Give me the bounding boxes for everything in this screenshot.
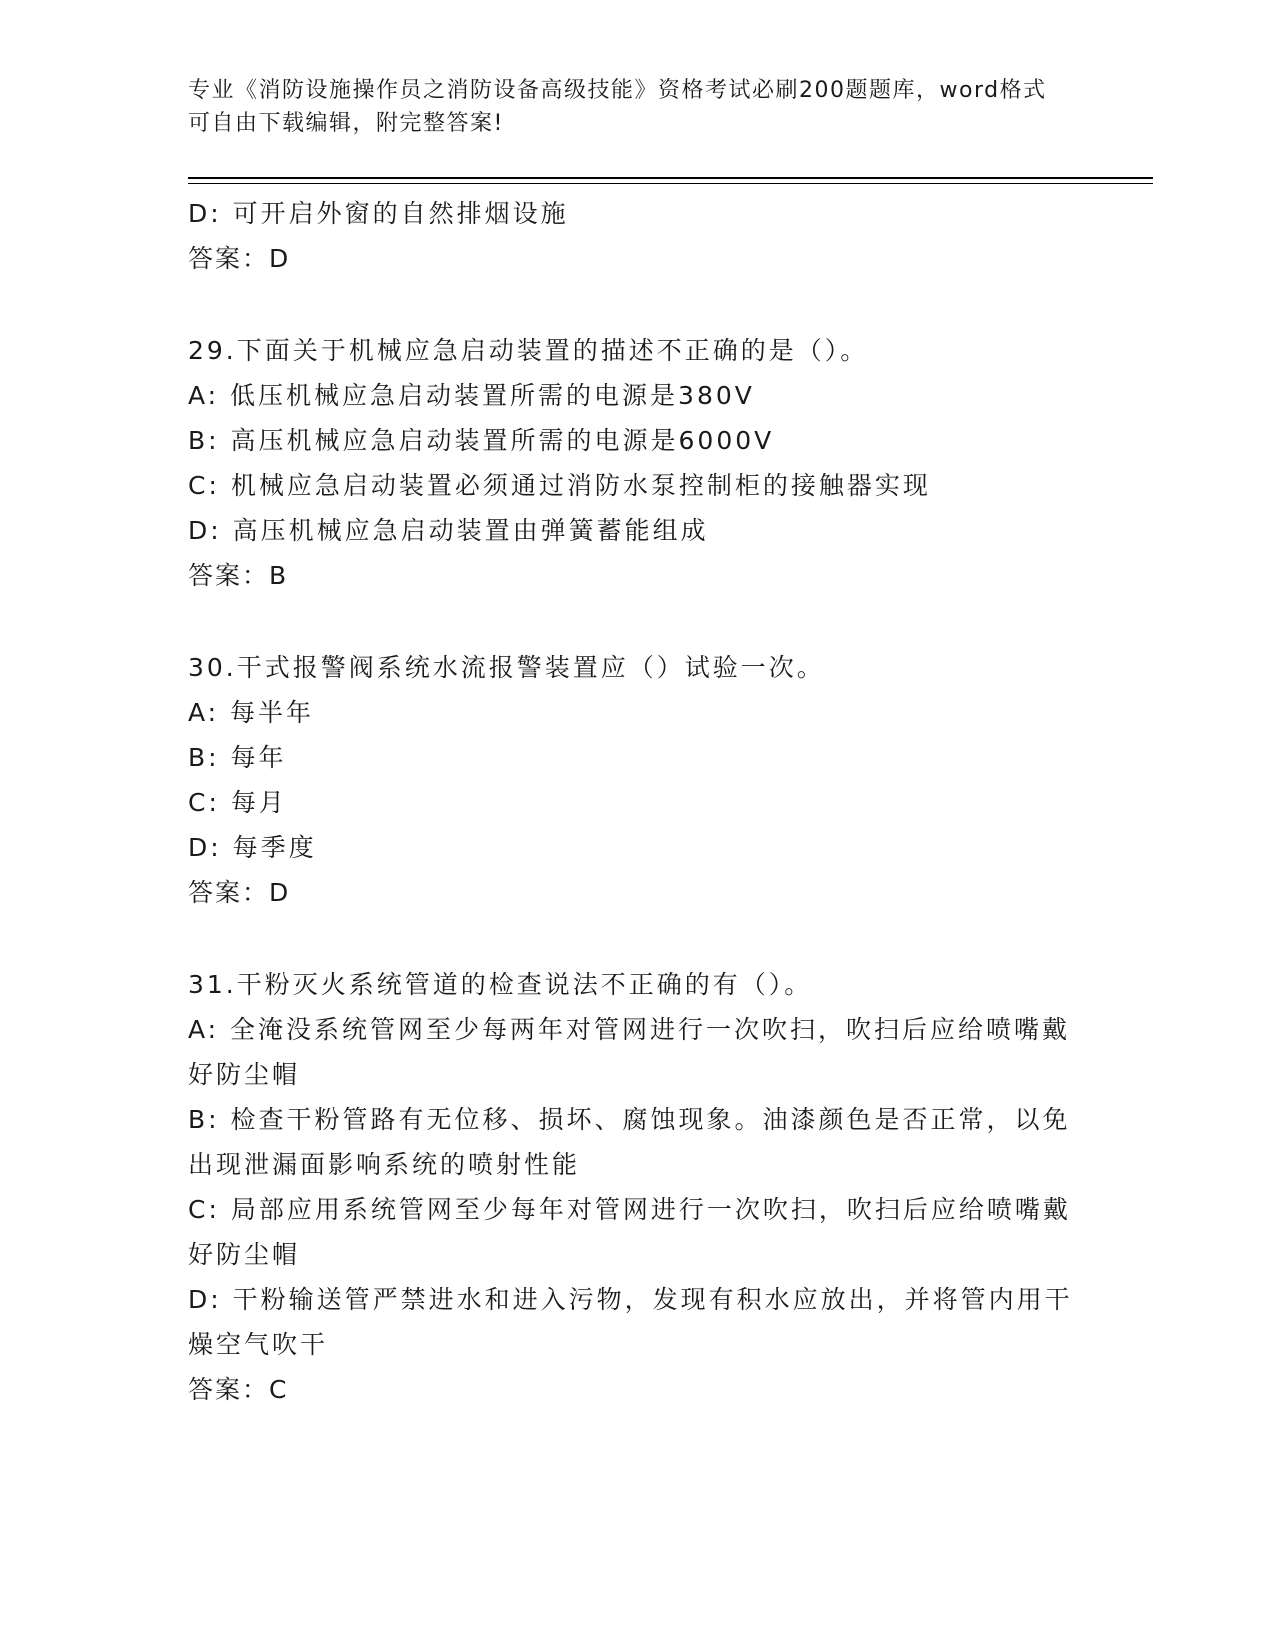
- option-a: A: 低压机械应急启动装置所需的电源是380V: [188, 381, 755, 410]
- header-divider-thin: [188, 183, 1153, 184]
- spacer: [188, 281, 1088, 328]
- answer-line: 答案：D: [188, 878, 291, 907]
- question-31: [188, 962, 1088, 1412]
- spacer: [188, 598, 1088, 645]
- option-a: A: 每半年: [188, 698, 315, 727]
- previous-question-tail: [188, 191, 1088, 281]
- option-b: B: 检查干粉管路有无位移、损坏、腐蚀现象。油漆颜色是否正常，以免出现泄漏面影响系统的喷射性能: [188, 1105, 1071, 1179]
- header-divider-thick: [188, 177, 1153, 179]
- question-content: [188, 191, 1088, 1412]
- answer-line: 答案：C: [188, 1375, 289, 1404]
- option-c: C: 每月: [188, 788, 287, 817]
- option-d: D: 干粉输送管严禁进水和进入污物，发现有积水应放出，并将管内用干燥空气吹干: [188, 1285, 1073, 1359]
- question-30: [188, 645, 1088, 915]
- option-c: C: 局部应用系统管网至少每年对管网进行一次吹扫，吹扫后应给喷嘴戴好防尘帽: [188, 1195, 1071, 1269]
- option-d: D: 可开启外窗的自然排烟设施: [188, 199, 569, 228]
- option-d: D: 每季度: [188, 833, 317, 862]
- option-c: C: 机械应急启动装置必须通过消防水泵控制柜的接触器实现: [188, 471, 931, 500]
- answer-line: 答案：D: [188, 244, 291, 273]
- question-stem: 31.干粉灭火系统管道的检查说法不正确的有（）。: [188, 970, 813, 999]
- question-stem: 30.干式报警阀系统水流报警装置应（）试验一次。: [188, 653, 825, 682]
- spacer: [188, 915, 1088, 962]
- document-header: 专业《消防设施操作员之消防设备高级技能》资格考试必刷200题题库，word格式可自由下载编辑，附完整答案!: [188, 78, 1047, 136]
- option-a: A: 全淹没系统管网至少每两年对管网进行一次吹扫，吹扫后应给喷嘴戴好防尘帽: [188, 1015, 1071, 1089]
- question-stem: 29.下面关于机械应急启动装置的描述不正确的是（）。: [188, 336, 869, 365]
- option-b: B: 高压机械应急启动装置所需的电源是6000V: [188, 426, 775, 455]
- option-b: B: 每年: [188, 743, 287, 772]
- option-d: D: 高压机械应急启动装置由弹簧蓄能组成: [188, 516, 709, 545]
- question-29: [188, 328, 1088, 598]
- answer-line: 答案：B: [188, 561, 289, 590]
